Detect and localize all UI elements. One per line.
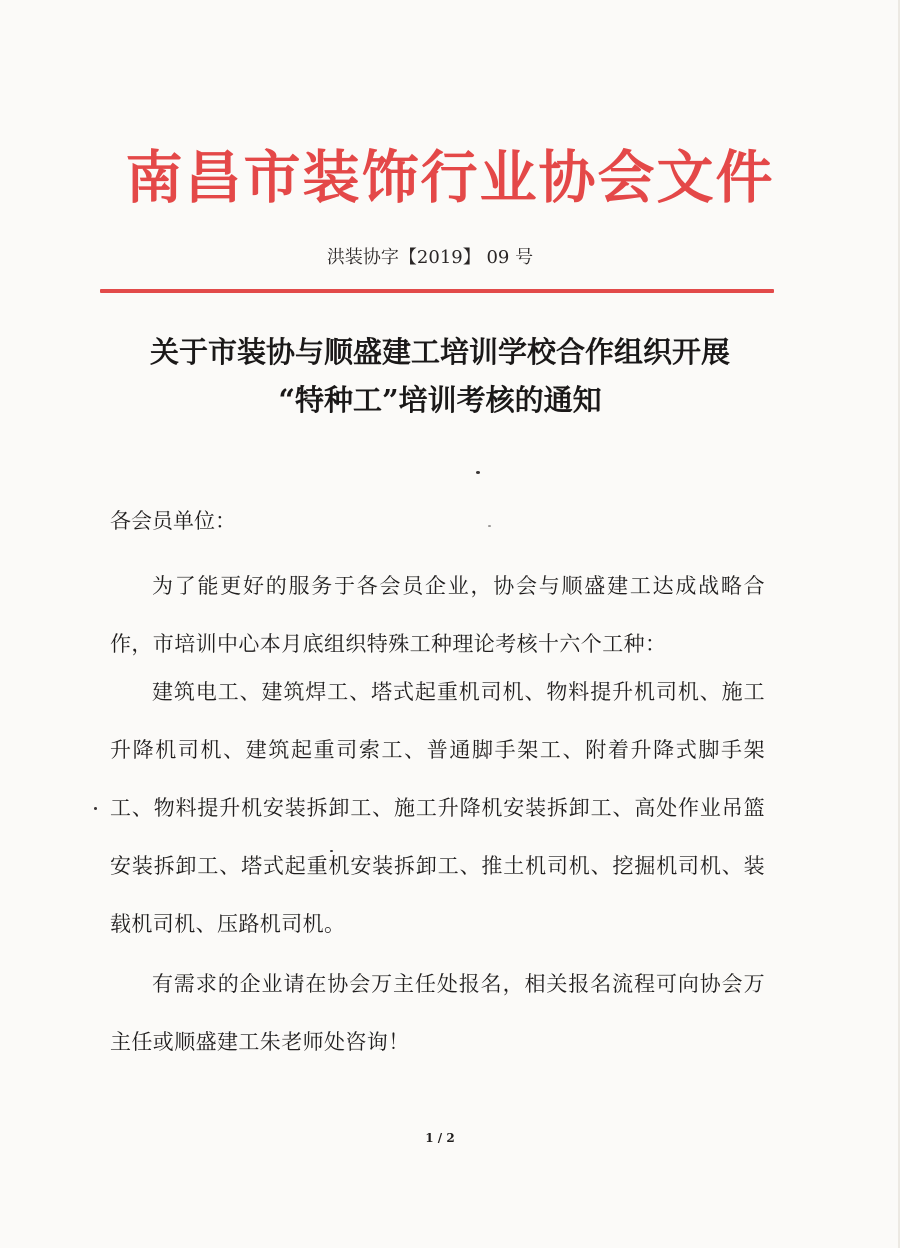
body-paragraph-registration: 有需求的企业请在协会万主任处报名，相关报名流程可向协会万主任或顺盛建工朱老师处咨询！ [110, 972, 765, 1054]
scan-speck [330, 850, 333, 852]
document-number: 洪装协字【2019】 09 号 [326, 247, 534, 268]
body-paragraph-job-types: 建筑电工、建筑焊工、塔式起重机司机、物料提升机司机、施工升降机司机、建筑起重司索工、普通脚手架工、附着升降式脚手架工、物料提升机安装拆卸工、施工升降机安装拆卸工、高处作业吊篮安装拆卸工、塔式起重机安装拆卸工、推土机司机、挖掘机司机、装载机司机、压路机司机。 [110, 680, 765, 936]
body-paragraph-intro: 为了能更好的服务于各会员企业，协会与顺盛建工达成战略合作，市培训中心本月底组织特殊工种理论考核十六个工种： [110, 574, 765, 656]
salutation: 各会员单位： [110, 509, 236, 533]
scan-speck [94, 807, 97, 810]
notice-title-line-1: 关于市装协与顺盛建工培训学校合作组织开展 [149, 335, 730, 369]
notice-title-line-2: “特种工”培训考核的通知 [278, 383, 602, 417]
page-number: 1 / 2 [425, 1131, 455, 1145]
scan-speck [488, 525, 491, 527]
organization-header-title: 南昌市装饰行业协会文件 [125, 144, 775, 211]
notice-title [0, 328, 880, 424]
scan-speck [476, 471, 480, 474]
red-divider-line [100, 289, 774, 293]
